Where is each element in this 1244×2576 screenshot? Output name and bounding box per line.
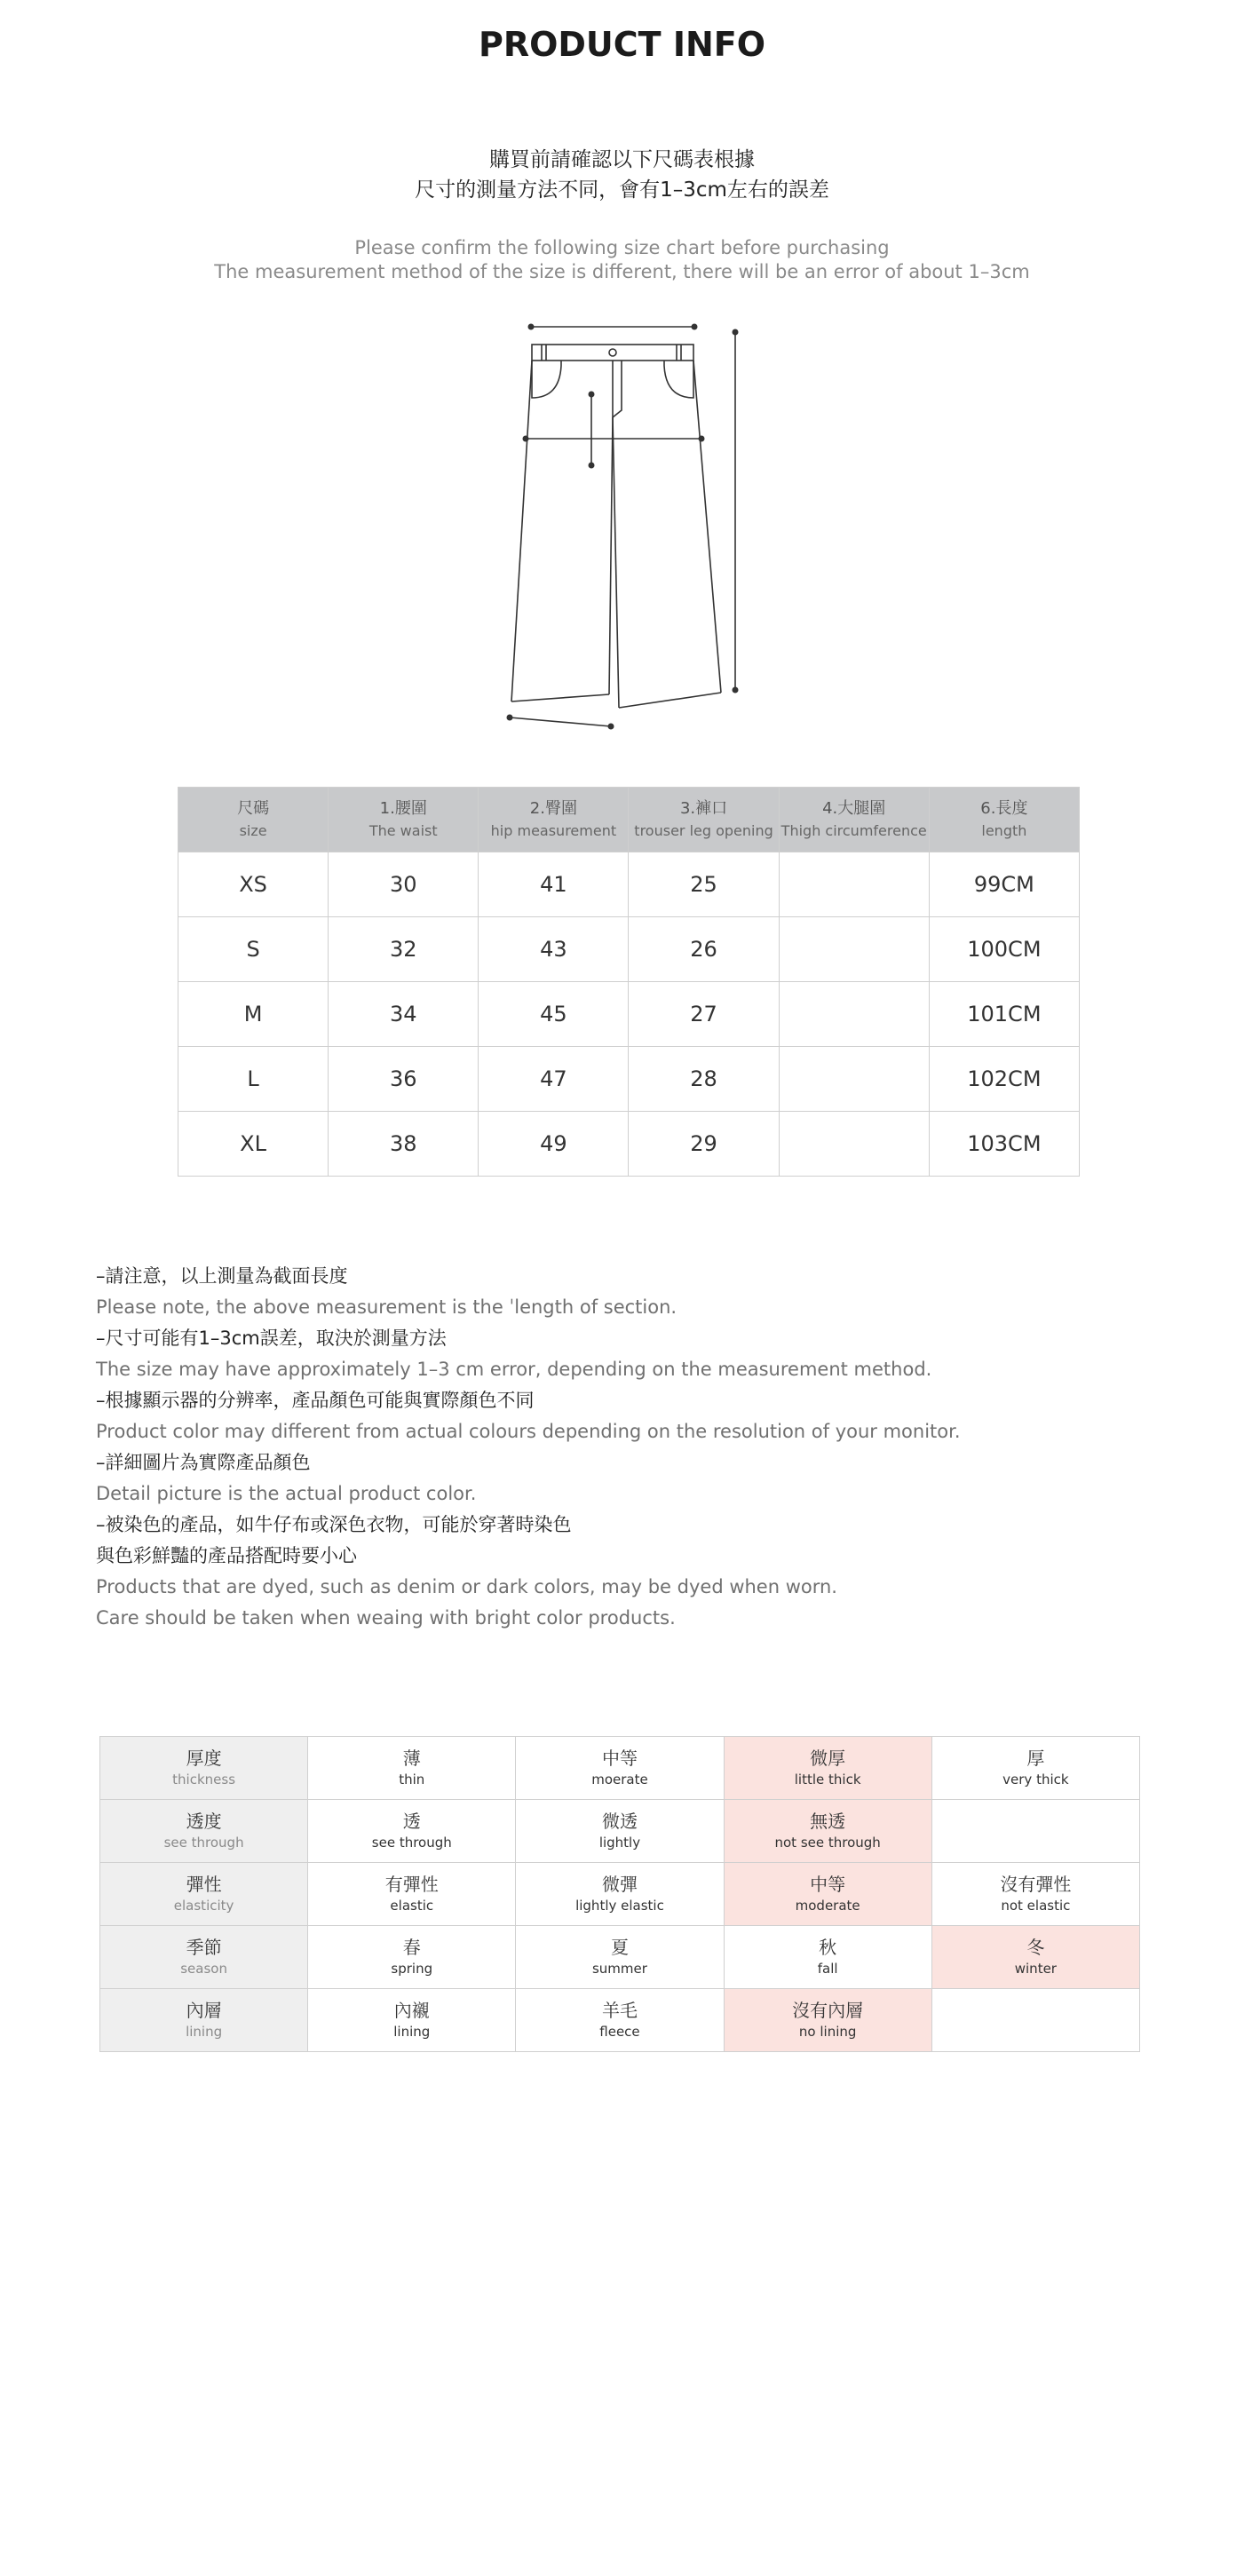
fabric-row-header bbox=[100, 1989, 308, 2052]
fabric-option bbox=[308, 1800, 516, 1863]
fabric-option-zh: 羊毛 bbox=[601, 2000, 638, 2021]
fabric-option-zh: 中等 bbox=[810, 1874, 846, 1895]
fabric-option bbox=[931, 1737, 1139, 1800]
fabric-option bbox=[516, 1800, 724, 1863]
leg-opening-cell: 26 bbox=[629, 917, 779, 982]
length-cell: 101CM bbox=[929, 982, 1079, 1047]
fabric-option bbox=[516, 1989, 724, 2052]
header-leg-opening: 3.褲口 trouser leg opening bbox=[629, 788, 779, 852]
intro-en-line-1: Please confirm the following size chart before purchasing bbox=[354, 237, 890, 258]
fabric-header-en: lining bbox=[186, 2024, 223, 2040]
length-cell: 103CM bbox=[929, 1112, 1079, 1177]
fabric-option-en: lightly bbox=[598, 1835, 641, 1851]
fabric-option-zh: 冬 bbox=[1026, 1937, 1045, 1958]
header-size: 尺碼 size bbox=[178, 788, 329, 852]
header-length: 6.長度 length bbox=[929, 788, 1079, 852]
fabric-header-en: thickness bbox=[172, 1771, 236, 1787]
fabric-option-en: lining bbox=[393, 2024, 431, 2040]
thigh-cell bbox=[779, 852, 929, 917]
fabric-option-zh: 微彈 bbox=[601, 1874, 638, 1895]
table-row bbox=[178, 1112, 1080, 1177]
size-table bbox=[178, 787, 1080, 1177]
fabric-header-en: elasticity bbox=[173, 1898, 234, 1914]
fabric-option bbox=[308, 1989, 516, 2052]
fabric-row-header bbox=[100, 1863, 308, 1926]
note-zh: –尺寸可能有1–3cm誤差，取決於測量方法 bbox=[96, 1328, 447, 1349]
waistband bbox=[532, 345, 693, 361]
note-zh: 與色彩鮮豔的產品搭配時要小心 bbox=[96, 1545, 357, 1566]
length-cell: 100CM bbox=[929, 917, 1079, 982]
fabric-option-en: summer bbox=[591, 1961, 647, 1977]
fabric-option-zh: 透 bbox=[402, 1811, 421, 1832]
fabric-header-zh: 內層 bbox=[186, 2000, 222, 2021]
fabric-option-en: elastic bbox=[390, 1898, 434, 1914]
fabric-row bbox=[100, 1800, 1140, 1863]
hip-cell: 41 bbox=[479, 852, 629, 917]
size-cell: M bbox=[178, 982, 329, 1047]
fabric-row bbox=[100, 1863, 1140, 1926]
fabric-option bbox=[724, 1926, 931, 1989]
intro-english bbox=[0, 236, 1244, 284]
fabric-option-en: see through bbox=[371, 1835, 452, 1851]
fabric-option-en: fall bbox=[817, 1961, 838, 1977]
fabric-option bbox=[931, 1863, 1139, 1926]
fabric-option-en: thin bbox=[399, 1771, 425, 1787]
fabric-option-en: very thick bbox=[1002, 1771, 1069, 1787]
waist-cell: 32 bbox=[329, 917, 479, 982]
header-hip: 2.臀圍 hip measurement bbox=[479, 788, 629, 852]
hip-cell: 49 bbox=[479, 1112, 629, 1177]
fabric-option-selected bbox=[724, 1800, 931, 1863]
header-waist: 1.腰圍 The waist bbox=[329, 788, 479, 852]
note-zh: –被染色的產品，如牛仔布或深色衣物，可能於穿著時染色 bbox=[96, 1514, 572, 1535]
fabric-properties-table bbox=[99, 1736, 1140, 2052]
fabric-row bbox=[100, 1989, 1140, 2052]
size-cell: L bbox=[178, 1047, 329, 1112]
note-zh: –請注意，以上測量為截面長度 bbox=[96, 1265, 348, 1287]
thigh-cell bbox=[779, 917, 929, 982]
fabric-option-zh: 微厚 bbox=[810, 1748, 846, 1769]
fabric-option-selected bbox=[724, 1863, 931, 1926]
fabric-option-en: not elastic bbox=[1001, 1898, 1071, 1914]
button bbox=[609, 349, 616, 356]
note-zh: –根據顯示器的分辨率，產品顏色可能與實際顏色不同 bbox=[96, 1390, 535, 1411]
length-cell: 102CM bbox=[929, 1047, 1079, 1112]
thigh-cell bbox=[779, 1112, 929, 1177]
fabric-option-en: spring bbox=[391, 1961, 433, 1977]
fabric-option bbox=[931, 1800, 1139, 1863]
fabric-option bbox=[516, 1926, 724, 1989]
waist-cell: 30 bbox=[329, 852, 479, 917]
fabric-option-zh: 春 bbox=[402, 1937, 421, 1958]
fabric-option-zh: 沒有內層 bbox=[792, 2000, 864, 2021]
fabric-row-header bbox=[100, 1737, 308, 1800]
fabric-option-selected bbox=[724, 1737, 931, 1800]
fabric-option bbox=[931, 1989, 1139, 2052]
intro-zh-line-2: 尺寸的測量方法不同，會有1–3cm左右的誤差 bbox=[415, 178, 829, 202]
waist-cell: 36 bbox=[329, 1047, 479, 1112]
waist-cell: 38 bbox=[329, 1112, 479, 1177]
fabric-option-en: not see through bbox=[774, 1835, 881, 1851]
note-en: Care should be taken when weaing with bright color products. bbox=[96, 1607, 676, 1629]
fabric-option-en: winter bbox=[1014, 1961, 1057, 1977]
note-en: The size may have approximately 1–3 cm error, depending on the measurement method. bbox=[96, 1359, 932, 1380]
fabric-option-en: moderate bbox=[795, 1898, 860, 1914]
note-en: Product color may different from actual colours depending on the resolution of your monitor. bbox=[96, 1421, 961, 1442]
fabric-header-zh: 透度 bbox=[186, 1811, 222, 1832]
fabric-option bbox=[516, 1863, 724, 1926]
note-en: Products that are dyed, such as denim or dark colors, may be dyed when worn. bbox=[96, 1576, 837, 1597]
size-cell: XS bbox=[178, 852, 329, 917]
fabric-option-zh: 薄 bbox=[402, 1748, 421, 1769]
table-row bbox=[178, 1047, 1080, 1112]
fabric-option-en: fleece bbox=[599, 2024, 640, 2040]
fabric-option-zh: 沒有彈性 bbox=[1000, 1874, 1072, 1895]
table-row bbox=[178, 852, 1080, 917]
fabric-option-en: little thick bbox=[794, 1771, 861, 1787]
fabric-row bbox=[100, 1737, 1140, 1800]
fabric-option-en: no lining bbox=[798, 2024, 857, 2040]
fabric-option-zh: 夏 bbox=[610, 1937, 629, 1958]
fabric-option-selected bbox=[724, 1989, 931, 2052]
size-cell: S bbox=[178, 917, 329, 982]
fabric-row-header bbox=[100, 1800, 308, 1863]
thigh-cell bbox=[779, 1047, 929, 1112]
trouser-measurement-diagram bbox=[479, 313, 764, 730]
fabric-option-zh: 有彈性 bbox=[384, 1874, 439, 1895]
fabric-header-en: season bbox=[180, 1961, 227, 1977]
fabric-header-en: see through bbox=[163, 1835, 244, 1851]
fabric-option bbox=[516, 1737, 724, 1800]
leg-opening-cell: 27 bbox=[629, 982, 779, 1047]
fabric-row bbox=[100, 1926, 1140, 1989]
fabric-header-zh: 彈性 bbox=[186, 1874, 222, 1895]
fabric-option-en: moerate bbox=[591, 1771, 648, 1787]
length-cell: 99CM bbox=[929, 852, 1079, 917]
table-row bbox=[178, 917, 1080, 982]
page-title: PRODUCT INFO bbox=[478, 25, 766, 64]
leg-opening-cell: 25 bbox=[629, 852, 779, 917]
fabric-option bbox=[308, 1926, 516, 1989]
leg-opening-measure-line bbox=[510, 717, 611, 726]
hip-cell: 43 bbox=[479, 917, 629, 982]
header-thigh: 4.大腿圍 Thigh circumference bbox=[779, 788, 929, 852]
fabric-header-zh: 季節 bbox=[186, 1937, 222, 1958]
note-zh: –詳細圖片為實際產品顏色 bbox=[96, 1452, 311, 1473]
intro-chinese bbox=[0, 145, 1244, 205]
note-en: Detail picture is the actual product color. bbox=[96, 1483, 477, 1504]
hip-cell: 45 bbox=[479, 982, 629, 1047]
fabric-option bbox=[308, 1737, 516, 1800]
fabric-option-zh: 無透 bbox=[810, 1811, 846, 1832]
size-table-header-row bbox=[178, 788, 1080, 852]
thigh-cell bbox=[779, 982, 929, 1047]
fabric-row-header bbox=[100, 1926, 308, 1989]
size-cell: XL bbox=[178, 1112, 329, 1177]
fabric-option bbox=[308, 1863, 516, 1926]
notes-section bbox=[96, 1261, 1161, 1634]
table-row bbox=[178, 982, 1080, 1047]
fabric-option-zh: 內襯 bbox=[393, 2000, 430, 2021]
leg-opening-cell: 29 bbox=[629, 1112, 779, 1177]
note-en: Please note, the above measurement is the ˈlength of section. bbox=[96, 1296, 677, 1318]
waist-cell: 34 bbox=[329, 982, 479, 1047]
leg-opening-cell: 28 bbox=[629, 1047, 779, 1112]
fabric-option-zh: 厚 bbox=[1026, 1748, 1045, 1769]
fabric-option-selected bbox=[931, 1926, 1139, 1989]
intro-zh-line-1: 購買前請確認以下尺碼表根據 bbox=[489, 148, 755, 171]
fabric-header-zh: 厚度 bbox=[186, 1748, 222, 1769]
fabric-option-zh: 中等 bbox=[601, 1748, 638, 1769]
intro-en-line-2: The measurement method of the size is different, there will be an error of about 1–3cm bbox=[214, 261, 1030, 282]
fabric-option-zh: 秋 bbox=[819, 1937, 837, 1958]
fabric-option-en: lightly elastic bbox=[575, 1898, 664, 1914]
fabric-option-zh: 微透 bbox=[601, 1811, 638, 1832]
hip-cell: 47 bbox=[479, 1047, 629, 1112]
